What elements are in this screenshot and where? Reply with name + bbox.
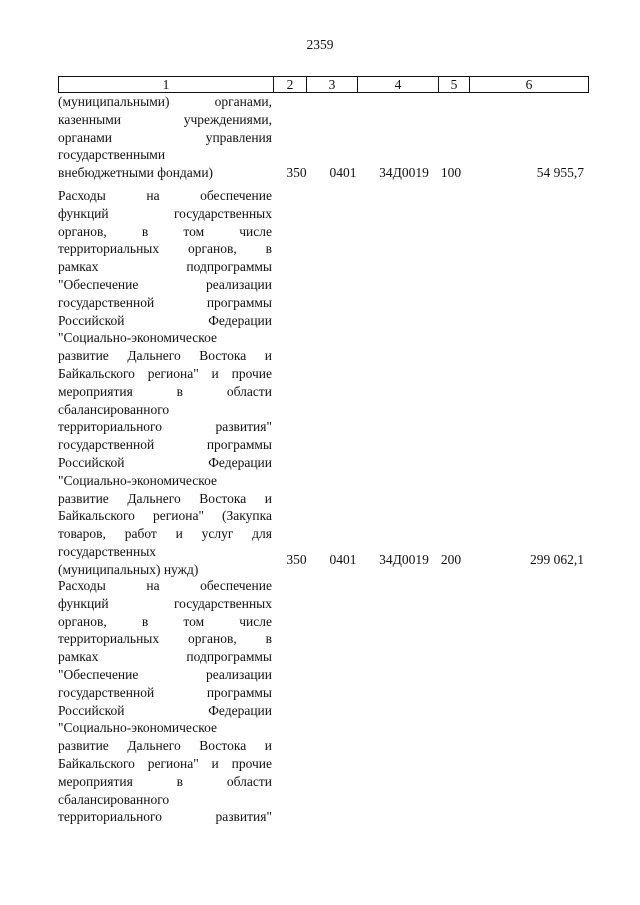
description-line: [58, 294, 272, 312]
description-word: функций: [58, 595, 109, 611]
description-word: Дальнего: [127, 348, 181, 364]
description-word: для: [252, 526, 272, 542]
description-word: числе: [239, 223, 272, 239]
description-word: и: [264, 348, 272, 364]
description-line: [58, 684, 272, 702]
description-word: "Обеспечение: [58, 666, 139, 682]
description-line: [58, 577, 272, 595]
description-line: [58, 111, 272, 129]
description-word: и: [211, 755, 219, 771]
row-description: [58, 577, 272, 826]
description-line: [58, 630, 272, 648]
description-line: [58, 773, 272, 791]
description-word: подпрограммы: [186, 259, 272, 275]
description-word: государственных: [58, 543, 157, 559]
description-word: территориальных: [58, 241, 160, 257]
description-word: области: [226, 383, 272, 399]
row-code-4: 34Д0019: [379, 552, 429, 567]
description-word: Дальнего: [127, 738, 181, 754]
description-word: региона": [147, 365, 199, 381]
description-word: обеспечение: [200, 578, 272, 593]
description-word: в: [141, 613, 149, 629]
column-header-6: 6: [470, 77, 589, 93]
description-line: [58, 205, 272, 223]
description-word: органов,: [58, 223, 107, 239]
row-code-3: 0401: [329, 165, 357, 180]
description-line: [58, 561, 272, 579]
row-description: [58, 93, 272, 182]
description-word: территориальных: [58, 631, 160, 647]
description-word: государственной: [58, 294, 155, 310]
column-header-table: [58, 76, 589, 93]
description-word: развития": [215, 809, 272, 825]
description-word: сбалансированного: [58, 401, 170, 417]
description-line: [58, 223, 272, 241]
description-word: и: [264, 490, 272, 506]
description-word: числе: [239, 613, 272, 629]
description-word: и: [264, 738, 272, 754]
description-word: сбалансированного: [58, 791, 170, 807]
page-number: 2359: [306, 37, 334, 52]
description-word: товаров,: [58, 526, 106, 542]
description-word: области: [226, 773, 272, 789]
description-word: рамках: [58, 259, 99, 275]
description-word: на: [146, 578, 160, 593]
description-line: [58, 490, 272, 508]
description-word: программы: [206, 437, 272, 453]
description-word: органов,: [187, 631, 237, 647]
description-line: [58, 401, 272, 419]
description-line: [58, 129, 272, 147]
column-header-1: 1: [59, 77, 274, 93]
row-amount: 54 955,7: [536, 165, 584, 180]
description-line: [58, 329, 272, 347]
description-word: в: [176, 383, 183, 399]
description-word: органами: [58, 129, 113, 145]
column-header-5: 5: [439, 77, 470, 93]
description-line: [58, 472, 272, 490]
description-word: развитие: [58, 738, 109, 754]
description-word: государственной: [58, 437, 155, 453]
description-line: [58, 791, 272, 809]
description-line: [58, 365, 272, 383]
row-description: [58, 187, 272, 579]
description-word: Российской: [58, 702, 125, 718]
description-line: [58, 648, 272, 666]
description-word: органов,: [58, 613, 107, 629]
description-word: "Социально-экономическое: [58, 472, 217, 488]
description-line: [58, 93, 272, 111]
description-word: органов,: [187, 241, 237, 257]
description-word: Российской: [58, 454, 125, 470]
description-line: [58, 164, 272, 182]
description-word: региона": [147, 755, 199, 771]
description-word: и: [211, 365, 219, 381]
description-word: обеспечение: [200, 188, 272, 203]
description-line: [58, 613, 272, 631]
description-line: [58, 507, 272, 525]
description-line: [58, 702, 272, 720]
description-line: [58, 187, 272, 205]
description-word: государственных: [173, 595, 272, 611]
description-line: [58, 719, 272, 737]
description-word: (муниципальными): [58, 94, 170, 109]
row-code-5: 200: [440, 552, 462, 567]
description-line: [58, 755, 272, 773]
description-word: том: [183, 613, 205, 629]
description-line: [58, 808, 272, 826]
description-word: государственными: [58, 147, 166, 163]
description-word: Федерации: [208, 702, 272, 718]
description-line: [58, 240, 272, 258]
description-line: [58, 146, 272, 164]
description-word: и: [175, 526, 183, 542]
description-word: Расходы: [58, 578, 106, 593]
description-word: (Закупка: [222, 508, 272, 524]
description-word: казенными: [58, 111, 121, 127]
row-code-4: 34Д0019: [379, 165, 429, 180]
description-word: учреждениями,: [183, 111, 272, 127]
description-word: государственной: [58, 684, 155, 700]
description-line: [58, 258, 272, 276]
description-line: [58, 436, 272, 454]
description-word: рамках: [58, 649, 99, 665]
description-word: территориального: [58, 809, 162, 825]
description-word: Федерации: [208, 454, 272, 470]
description-word: управления: [205, 129, 272, 145]
description-word: работ: [124, 526, 157, 542]
row-code-3: 0401: [329, 552, 357, 567]
description-word: услуг: [201, 526, 234, 542]
description-word: подпрограммы: [186, 649, 272, 665]
description-line: [58, 418, 272, 436]
description-word: том: [183, 223, 205, 239]
description-word: в: [265, 631, 272, 647]
description-line: [58, 666, 272, 684]
description-word: Байкальского: [58, 508, 135, 524]
description-word: государственных: [173, 205, 272, 221]
description-word: Федерации: [208, 312, 272, 328]
description-word: мероприятия: [58, 383, 133, 399]
description-line: [58, 737, 272, 755]
description-word: Байкальского: [58, 755, 135, 771]
description-word: прочие: [231, 365, 272, 381]
description-word: внебюджетными фондами): [58, 165, 214, 181]
description-line: [58, 595, 272, 613]
column-header-2: 2: [274, 77, 307, 93]
row-code-5: 100: [440, 165, 462, 180]
description-word: территориального: [58, 419, 162, 435]
description-word: Востока: [199, 738, 247, 754]
description-word: органами,: [214, 94, 272, 109]
description-word: (муниципальных) нужд): [58, 561, 199, 577]
description-word: в: [265, 241, 272, 257]
column-header-4: 4: [358, 77, 439, 93]
description-line: [58, 347, 272, 365]
description-word: на: [146, 188, 160, 203]
description-word: "Социально-экономическое: [58, 330, 217, 346]
description-word: программы: [206, 684, 272, 700]
description-word: развитие: [58, 490, 109, 506]
description-word: в: [141, 223, 149, 239]
description-word: региона": [152, 508, 204, 524]
description-word: мероприятия: [58, 773, 133, 789]
row-code-2: 350: [286, 165, 307, 180]
description-line: [58, 312, 272, 330]
row-code-2: 350: [286, 552, 307, 567]
description-word: программы: [206, 294, 272, 310]
description-line: [58, 454, 272, 472]
description-word: в: [176, 773, 183, 789]
description-word: "Социально-экономическое: [58, 720, 217, 736]
description-word: Дальнего: [127, 490, 181, 506]
description-word: развитие: [58, 348, 109, 364]
row-amount: 299 062,1: [530, 552, 584, 567]
description-line: [58, 276, 272, 294]
description-word: Российской: [58, 312, 125, 328]
description-word: Байкальского: [58, 365, 135, 381]
description-word: функций: [58, 205, 109, 221]
description-word: Расходы: [58, 188, 106, 203]
description-word: "Обеспечение: [58, 276, 139, 292]
description-word: развития": [215, 419, 272, 435]
description-word: реализации: [206, 666, 272, 682]
description-word: Востока: [199, 490, 247, 506]
column-header-3: 3: [307, 77, 358, 93]
description-word: прочие: [231, 755, 272, 771]
description-word: реализации: [206, 276, 272, 292]
description-line: [58, 383, 272, 401]
description-line: [58, 525, 272, 543]
description-line: [58, 543, 272, 561]
description-word: Востока: [199, 348, 247, 364]
column-header-row: [59, 77, 589, 93]
